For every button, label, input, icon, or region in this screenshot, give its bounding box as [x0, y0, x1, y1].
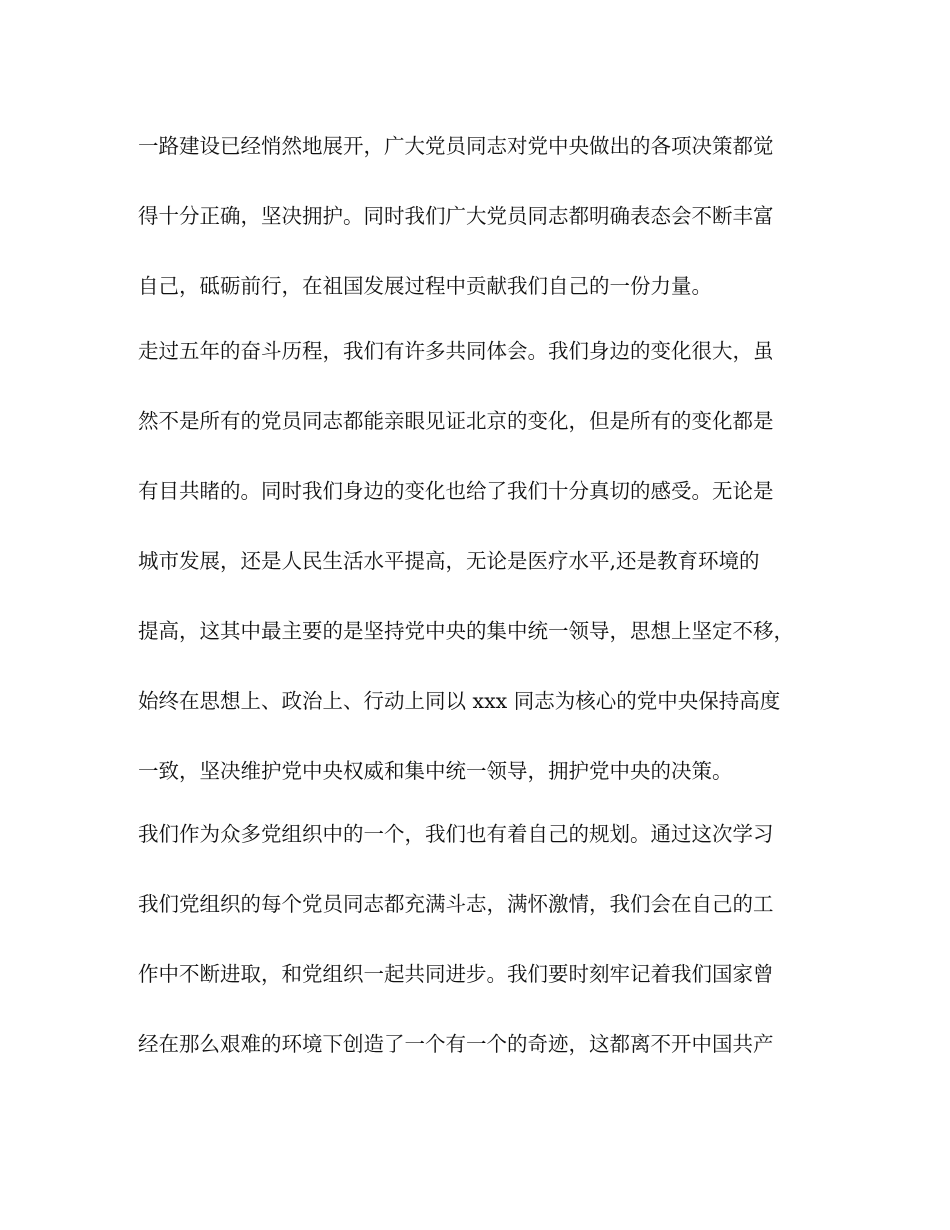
text-line: 一路建设已经悄然地展开，广大党员同志对党中央做出的各项决策都觉: [138, 134, 774, 158]
text-line: 我们作为众多党组织中的一个，我们也有着自己的规划。通过这次学习: [138, 822, 774, 846]
text-line: 然不是所有的党员同志都能亲眼见证北京的变化，但是所有的变化都是: [138, 409, 774, 433]
text-line: 始终在思想上、政治上、行动上同以 xxx 同志为核心的党中央保持高度: [138, 689, 781, 713]
text-line: 作中不断进取，和党组织一起共同进步。我们要时刻牢记着我们国家曾: [138, 962, 774, 986]
text-line: 一致，坚决维护党中央权威和集中统一领导，拥护党中央的决策。: [138, 759, 733, 783]
text-line: 提高，这其中最主要的是坚持党中央的集中统一领导，思想上坚定不移，: [138, 619, 794, 643]
text-line: 自己，砥砺前行，在祖国发展过程中贡献我们自己的一份力量。: [138, 274, 712, 298]
text-line: 经在那么艰难的环境下创造了一个有一个的奇迹，这都离不开中国共产: [138, 1032, 774, 1056]
text-line: 我们党组织的每个党员同志都充满斗志，满怀激情，我们会在自己的工: [138, 892, 774, 916]
text-line: 得十分正确，坚决拥护。同时我们广大党员同志都明确表态会不断丰富: [138, 204, 774, 228]
text-line: 城市发展，还是人民生活水平提高，无论是医疗水平,还是教育环境的: [138, 549, 760, 573]
text-line: 走过五年的奋斗历程，我们有许多共同体会。我们身边的变化很大，虽: [138, 339, 774, 363]
text-line: 有目共睹的。同时我们身边的变化也给了我们十分真切的感受。无论是: [138, 479, 774, 503]
